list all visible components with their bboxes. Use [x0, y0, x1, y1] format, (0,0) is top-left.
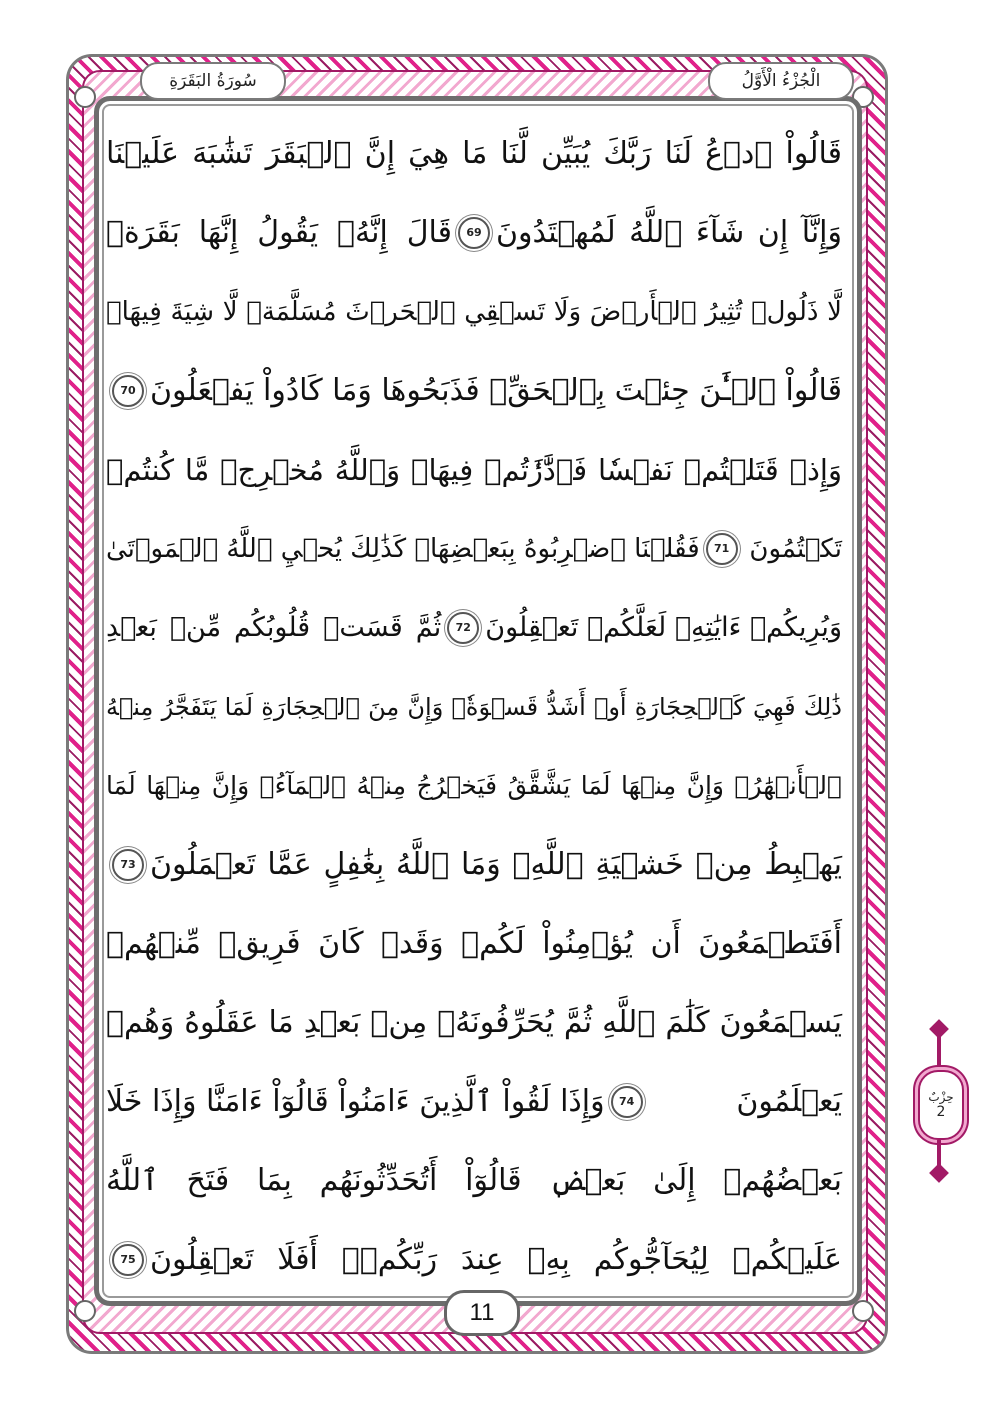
- text-line: [106, 1220, 842, 1299]
- page-number: 11: [444, 1290, 520, 1336]
- text-line: [106, 1141, 842, 1220]
- corner-ornament-bottom-left: [74, 1300, 96, 1322]
- verse-text-continued: وَإِذَا لَقُواْ ٱلَّذِينَ ءَامَنُواْ قَالُوٓاْ ءَامَنَّا وَإِذَا خَلَا: [106, 1084, 605, 1119]
- text-line: [106, 1062, 842, 1141]
- verse-text: يَعۡلَمُونَ: [736, 1084, 842, 1119]
- verse-text: وَإِنَّآ إِن شَآءَ ٱللَّهُ لَمُهۡتَدُونَ: [496, 215, 842, 250]
- corner-ornament-bottom-right: [852, 1300, 874, 1322]
- surah-header: سُورَةُ البَقَرَةِ: [140, 62, 286, 100]
- verse-text-continued: قَالَ إِنَّهُۥ يَقُولُ إِنَّهَا بَقَرَةٞ: [106, 215, 452, 250]
- verse-text: أَفَتَطۡمَعُونَ أَن يُؤۡمِنُواْ لَكُمۡ وَقَدۡ كَانَ فَرِيقٞ مِّنۡهُمۡ: [106, 926, 842, 961]
- verse-text: يَسۡمَعُونَ كَلَٰمَ ٱللَّهِ ثُمَّ يُحَرِّفُونَهُۥ مِنۢ بَعۡدِ مَا عَقَلُوهُ وَهُمۡ: [106, 1005, 842, 1040]
- ayah-number-marker: 70: [112, 375, 144, 407]
- verse-text: ذَٰلِكَ فَهِيَ كَٱلۡحِجَارَةِ أَوۡ أَشَدُّ قَسۡوَةٗۚ وَإِنَّ مِنَ ٱلۡحِجَارَةِ لَمَا يَتَفَجَّرُ مِنۡهُ: [106, 692, 842, 721]
- ayah-number-marker: 69: [458, 217, 490, 249]
- text-line: [106, 667, 842, 746]
- ayah-number-marker: 74: [611, 1086, 643, 1118]
- hizb-ornament-bottom: [929, 1163, 949, 1183]
- hizb-marker: [918, 1070, 964, 1140]
- verse-text: قَالُواْ ٱلۡـَٰٔنَ جِئۡتَ بِٱلۡحَقِّۚ فَذَبَحُوهَا وَمَا كَادُواْ يَفۡعَلُونَ: [150, 373, 842, 408]
- text-line: [106, 588, 842, 667]
- hizb-number: 2: [936, 1104, 946, 1120]
- ayah-number-marker: 75: [112, 1244, 144, 1276]
- verse-text-continued: فَقُلۡنَا ٱضۡرِبُوهُ بِبَعۡضِهَاۚ كَذَٰلِكَ يُحۡيِ ٱللَّهُ ٱلۡمَوۡتَىٰ: [106, 533, 700, 564]
- verse-text: تَكۡتُمُونَ: [749, 533, 842, 564]
- text-line: [106, 746, 842, 825]
- text-line: [106, 904, 842, 983]
- text-line: [106, 114, 842, 193]
- text-line: [106, 509, 842, 588]
- verse-text: بَعۡضُهُمۡ إِلَىٰ بَعۡضٖ قَالُوٓاْ أَتُحَدِّثُونَهُم بِمَا فَتَحَ ٱللَّهُ: [106, 1163, 842, 1198]
- hizb-stem-top: [937, 1036, 941, 1066]
- ayah-number-marker: 71: [706, 533, 738, 565]
- text-line: [106, 193, 842, 272]
- verse-text: عَلَيۡكُمۡ لِيُحَآجُّوكُم بِهِۦ عِندَ رَبِّكُمۡۚ أَفَلَا تَعۡقِلُونَ: [150, 1242, 842, 1277]
- verse-text: قَالُواْ ٱدۡعُ لَنَا رَبَّكَ يُبَيِّن لَّنَا مَا هِيَ إِنَّ ٱلۡبَقَرَ تَشَٰبَهَ عَلَيۡنَا: [106, 136, 842, 171]
- text-line: [106, 430, 842, 509]
- ayah-number-marker: 72: [447, 612, 479, 644]
- verse-text: وَإِذۡ قَتَلۡتُمۡ نَفۡسٗا فَٱدَّٰرَٰٔتُمۡ فِيهَاۖ وَٱللَّهُ مُخۡرِجٞ مَّا كُنتُمۡ: [106, 452, 842, 487]
- verse-text: لَّا ذَلُولٞ تُثِيرُ ٱلۡأَرۡضَ وَلَا تَسۡقِي ٱلۡحَرۡثَ مُسَلَّمَةٞ لَّا شِيَةَ فِيهَاۚ: [106, 296, 842, 327]
- text-line: [106, 983, 842, 1062]
- verse-text: ٱلۡأَنۡهَٰرُۚ وَإِنَّ مِنۡهَا لَمَا يَشَّقَّقُ فَيَخۡرُجُ مِنۡهُ ٱلۡمَآءُۚ وَإِنَّ مِنۡهَا لَمَا: [106, 771, 842, 800]
- hizb-word: حِزْبٌ: [928, 1090, 954, 1104]
- verse-text: يَهۡبِطُ مِنۡ خَشۡيَةِ ٱللَّهِۗ وَمَا ٱللَّهُ بِغَٰفِلٍ عَمَّا تَعۡمَلُونَ: [150, 847, 842, 882]
- quran-text: [106, 114, 842, 1299]
- juz-header: الْجُزْءُ الْأَوَّلُ: [708, 62, 854, 100]
- text-line: [106, 272, 842, 351]
- text-line: [106, 351, 842, 430]
- text-line: [106, 825, 842, 904]
- hizb-stem-bottom: [937, 1140, 941, 1166]
- ayah-number-marker: 73: [112, 849, 144, 881]
- verse-text: وَيُرِيكُمۡ ءَايَٰتِهِۦ لَعَلَّكُمۡ تَعۡقِلُونَ: [485, 612, 842, 643]
- corner-ornament-top-left: [74, 86, 96, 108]
- verse-text-continued: ثُمَّ قَسَتۡ قُلُوبُكُم مِّنۢ بَعۡدِ: [106, 612, 442, 643]
